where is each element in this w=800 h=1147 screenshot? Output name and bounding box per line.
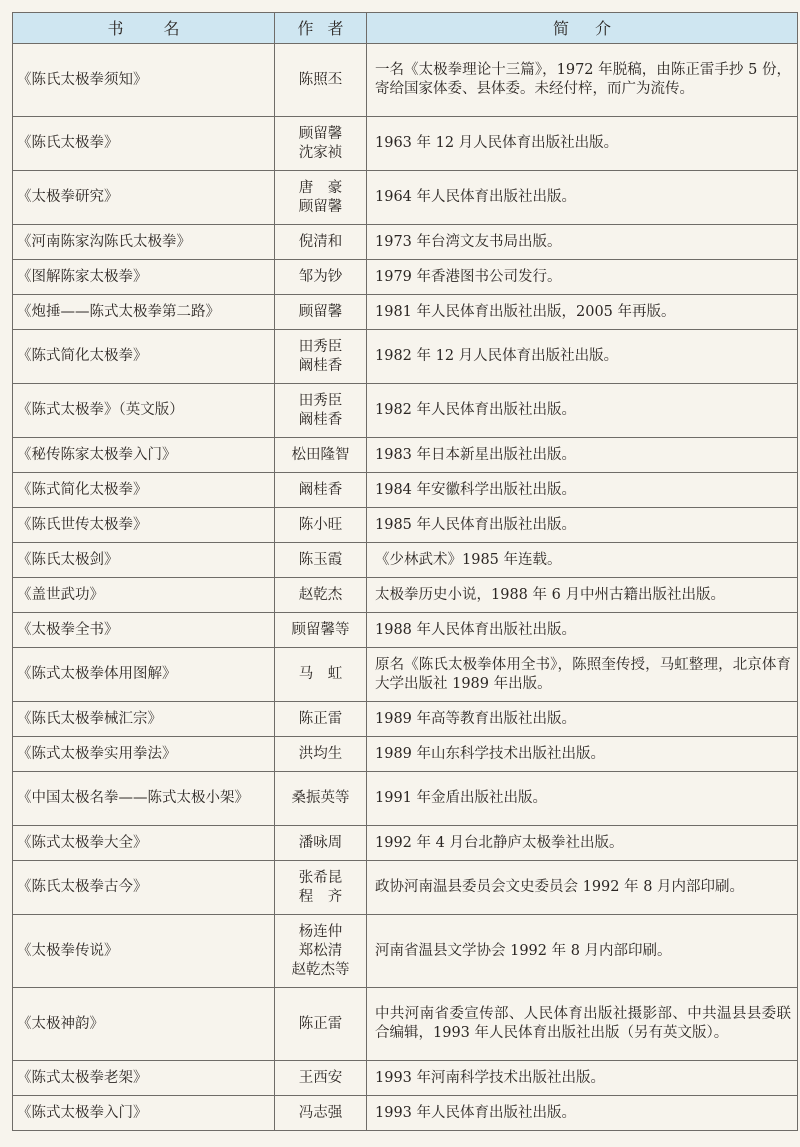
table-row (13, 772, 798, 826)
book-author: 唐 豪 顾留馨 (275, 171, 367, 225)
book-author: 陈正雷 (275, 988, 367, 1061)
book-description: 1984 年安徽科学出版社出版。 (367, 473, 798, 508)
book-author: 洪均生 (275, 737, 367, 772)
table-row (13, 988, 798, 1061)
table-row (13, 225, 798, 260)
book-title: 《中国太极名拳——陈式太极小架》 (13, 772, 275, 826)
table-row (13, 1061, 798, 1096)
book-title: 《太极神韵》 (13, 988, 275, 1061)
book-title: 《陈氏太极拳》 (13, 117, 275, 171)
book-description: 1993 年河南科学技术出版社出版。 (367, 1061, 798, 1096)
book-title: 《陈氏太极剑》 (13, 543, 275, 578)
table-row (13, 737, 798, 772)
table-row (13, 613, 798, 648)
table-row (13, 826, 798, 861)
book-title: 《炮捶——陈式太极拳第二路》 (13, 295, 275, 330)
table-row (13, 915, 798, 988)
book-description: 中共河南省委宣传部、人民体育出版社摄影部、中共温县县委联合编辑，1993 年人民体育出版社出版（另有英文版）。 (367, 988, 798, 1061)
book-description: 一名《太极拳理论十三篇》，1972 年脱稿，由陈正雷手抄 5 份，寄给国家体委、县体委。未经付梓，而广为流传。 (367, 44, 798, 117)
book-title: 《秘传陈家太极拳入门》 (13, 438, 275, 473)
book-description: 原名《陈氏太极拳体用全书》，陈照奎传授，马虹整理，北京体育大学出版社 1989 年出版。 (367, 648, 798, 702)
table-row (13, 260, 798, 295)
book-description: 1983 年日本新星出版社出版。 (367, 438, 798, 473)
book-title: 《太极拳研究》 (13, 171, 275, 225)
book-author: 桑振英等 (275, 772, 367, 826)
book-description: 《少林武术》1985 年连载。 (367, 543, 798, 578)
book-title: 《图解陈家太极拳》 (13, 260, 275, 295)
table-row (13, 543, 798, 578)
table-row (13, 438, 798, 473)
table-row (13, 44, 798, 117)
book-description: 1973 年台湾文友书局出版。 (367, 225, 798, 260)
table-header (13, 13, 798, 44)
book-description: 1988 年人民体育出版社出版。 (367, 613, 798, 648)
book-description: 1993 年人民体育出版社出版。 (367, 1096, 798, 1131)
book-description: 1964 年人民体育出版社出版。 (367, 171, 798, 225)
book-title: 《陈式太极拳入门》 (13, 1096, 275, 1131)
book-title: 《陈氏太极拳古今》 (13, 861, 275, 915)
book-title: 《盖世武功》 (13, 578, 275, 613)
book-title: 《陈式太极拳实用拳法》 (13, 737, 275, 772)
book-description: 1979 年香港图书公司发行。 (367, 260, 798, 295)
book-description: 1982 年人民体育出版社出版。 (367, 384, 798, 438)
book-author: 顾留馨 沈家祯 (275, 117, 367, 171)
book-author: 王西安 (275, 1061, 367, 1096)
table-row (13, 384, 798, 438)
book-title: 《陈氏太极拳须知》 (13, 44, 275, 117)
book-author: 张希昆 程 齐 (275, 861, 367, 915)
book-description: 1963 年 12 月人民体育出版社出版。 (367, 117, 798, 171)
table-row (13, 1096, 798, 1131)
header-author: 作者 (275, 13, 367, 44)
table-row (13, 473, 798, 508)
book-description: 河南省温县文学协会 1992 年 8 月内部印刷。 (367, 915, 798, 988)
table-row (13, 330, 798, 384)
book-title: 《太极拳全书》 (13, 613, 275, 648)
book-author: 陈照丕 (275, 44, 367, 117)
book-author: 潘咏周 (275, 826, 367, 861)
book-title: 《陈式简化太极拳》 (13, 473, 275, 508)
table-row (13, 861, 798, 915)
book-author: 顾留馨等 (275, 613, 367, 648)
table-row (13, 508, 798, 543)
book-author: 田秀臣 阚桂香 (275, 330, 367, 384)
book-title: 《陈式太极拳体用图解》 (13, 648, 275, 702)
table-body (13, 44, 798, 1131)
book-author: 邹为钞 (275, 260, 367, 295)
book-author: 顾留馨 (275, 295, 367, 330)
book-description: 1981 年人民体育出版社出版，2005 年再版。 (367, 295, 798, 330)
book-author: 松田隆智 (275, 438, 367, 473)
book-author: 阚桂香 (275, 473, 367, 508)
book-list-table (12, 12, 798, 1131)
book-description: 1985 年人民体育出版社出版。 (367, 508, 798, 543)
book-description: 1989 年高等教育出版社出版。 (367, 702, 798, 737)
book-author: 陈玉霞 (275, 543, 367, 578)
book-title: 《太极拳传说》 (13, 915, 275, 988)
book-title: 《河南陈家沟陈氏太极拳》 (13, 225, 275, 260)
table-row (13, 295, 798, 330)
book-title: 《陈式简化太极拳》 (13, 330, 275, 384)
book-author: 赵乾杰 (275, 578, 367, 613)
book-author: 冯志强 (275, 1096, 367, 1131)
book-description: 1989 年山东科学技术出版社出版。 (367, 737, 798, 772)
table-row (13, 648, 798, 702)
table-row (13, 117, 798, 171)
header-description: 简介 (367, 13, 798, 44)
book-author: 陈小旺 (275, 508, 367, 543)
book-title: 《陈氏世传太极拳》 (13, 508, 275, 543)
table-row (13, 578, 798, 613)
book-description: 1992 年 4 月台北静庐太极拳社出版。 (367, 826, 798, 861)
book-description: 1991 年金盾出版社出版。 (367, 772, 798, 826)
book-author: 杨连仲 郑松清 赵乾杰等 (275, 915, 367, 988)
book-description: 1982 年 12 月人民体育出版社出版。 (367, 330, 798, 384)
book-description: 政协河南温县委员会文史委员会 1992 年 8 月内部印刷。 (367, 861, 798, 915)
table-row (13, 171, 798, 225)
book-title: 《陈式太极拳》（英文版） (13, 384, 275, 438)
book-title: 《陈式太极拳老架》 (13, 1061, 275, 1096)
book-author: 陈正雷 (275, 702, 367, 737)
book-title: 《陈氏太极拳械汇宗》 (13, 702, 275, 737)
header-title: 书名 (13, 13, 275, 44)
book-author: 倪清和 (275, 225, 367, 260)
header-row (13, 13, 798, 44)
book-title: 《陈式太极拳大全》 (13, 826, 275, 861)
book-description: 太极拳历史小说，1988 年 6 月中州古籍出版社出版。 (367, 578, 798, 613)
table-row (13, 702, 798, 737)
book-author: 马 虹 (275, 648, 367, 702)
book-author: 田秀臣 阚桂香 (275, 384, 367, 438)
